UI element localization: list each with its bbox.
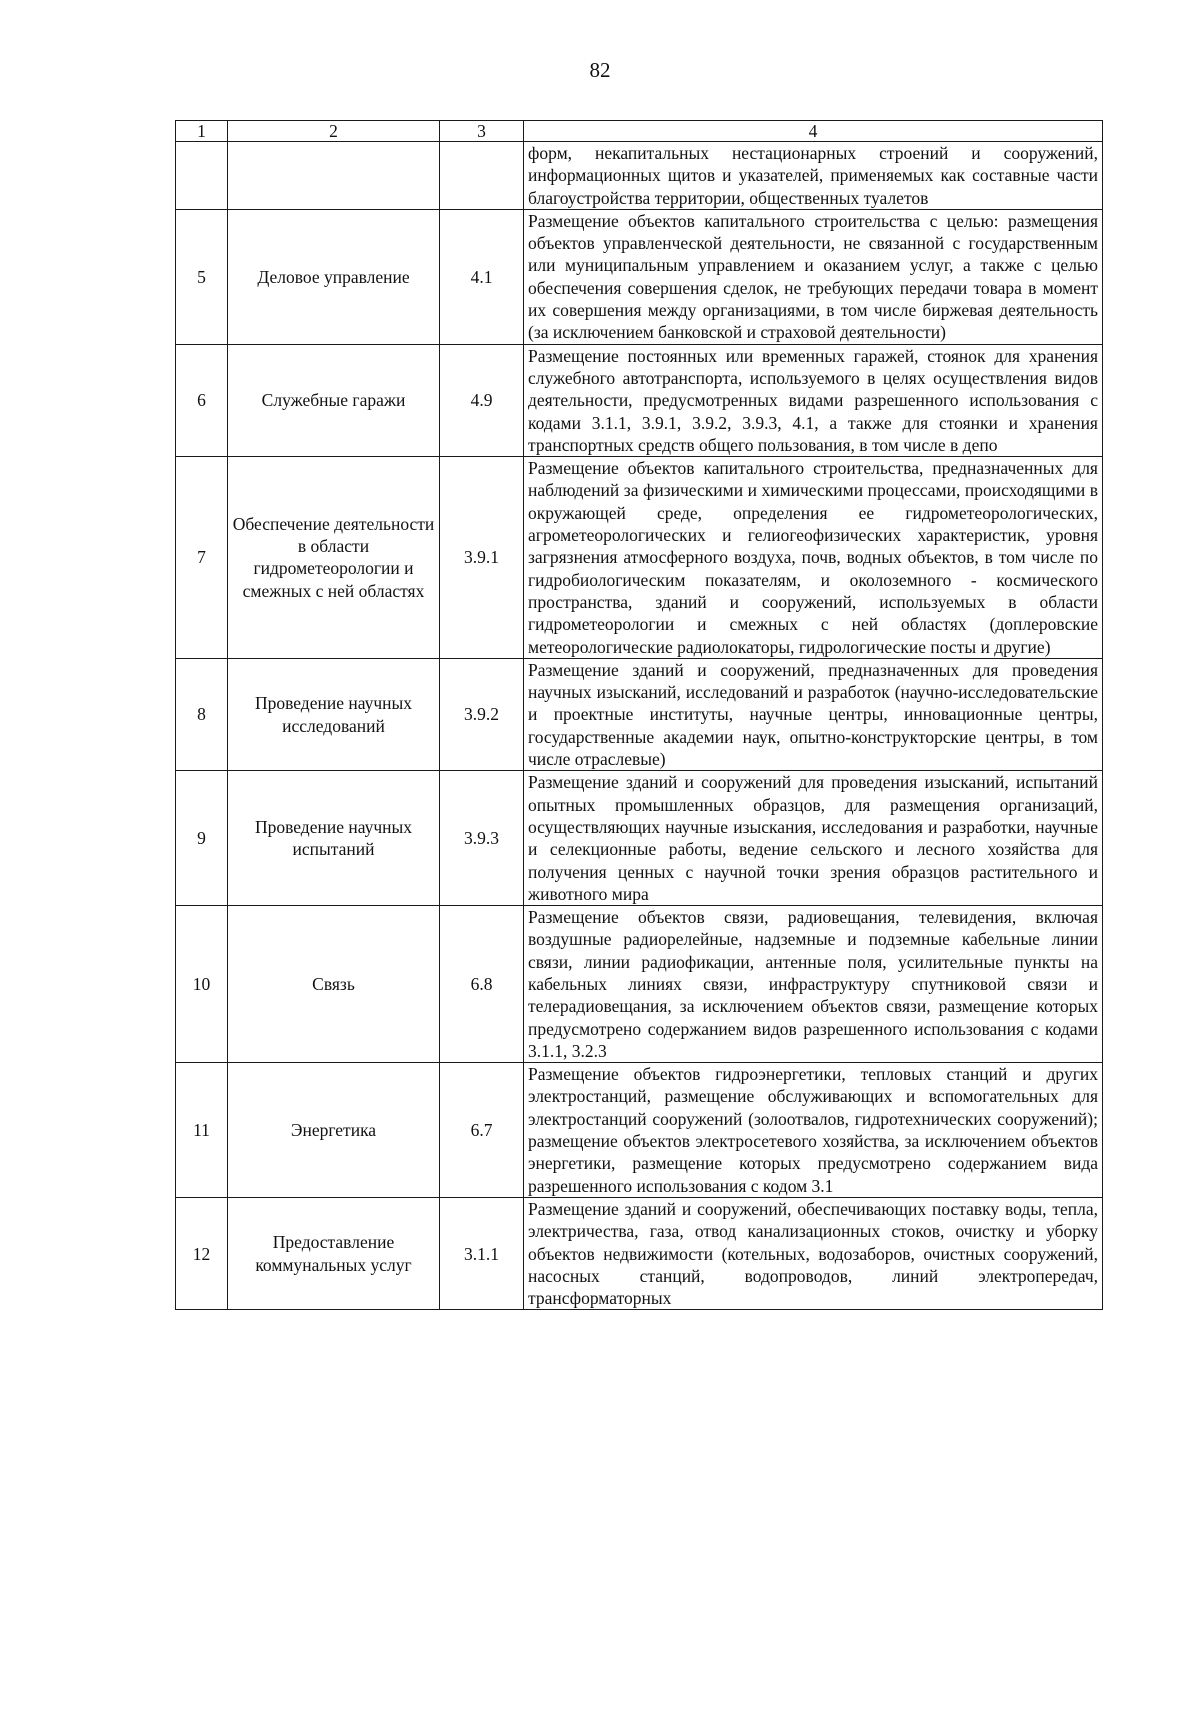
use-type-code: 3.9.1: [440, 457, 524, 659]
use-type-code: 3.9.3: [440, 771, 524, 906]
use-type-name: [228, 142, 440, 210]
use-type-code: 3.1.1: [440, 1197, 524, 1309]
table-row: [176, 1197, 1103, 1309]
use-type-code: 6.8: [440, 906, 524, 1063]
table-row: [176, 344, 1103, 456]
use-type-description: Размещение постоянных или временных гаражей, стоянок для хранения служебного автотранспорта, используемого в целях осуществления видов деятельности, предусмотренных видами разрешенного использования с кодами 3.1.1, 3.9.1, 3.9.2, 3.9.3, 4.1, а также для стоянки и хранения транспортных средств общего пользования, в том числе в депо: [524, 344, 1103, 456]
use-type-name: Проведение научных исследований: [228, 658, 440, 770]
table-row: [176, 658, 1103, 770]
table-row: [176, 209, 1103, 344]
use-type-description: Размещение зданий и сооружений, предназначенных для проведения научных изысканий, исследований и разработок (научно-исследовательские и проектные институты, научные центры, инновационные центры, государственные академии наук, опытно-конструкторские центры, в том числе отраслевые): [524, 658, 1103, 770]
header-row: [176, 121, 1103, 142]
table-row: [176, 771, 1103, 906]
use-type-name: Деловое управление: [228, 209, 440, 344]
page-number: 82: [589, 58, 611, 82]
use-type-name: Связь: [228, 906, 440, 1063]
use-type-description: Размещение зданий и сооружений для проведения изысканий, испытаний опытных промышленных образцов, для размещения организаций, осуществляющих научные изыскания, исследования и разработки, научные и селекционные работы, ведение сельского и лесного хозяйства для получения ценных с научной точки зрения образцов растительного и животного мира: [524, 771, 1103, 906]
row-number: 8: [176, 658, 228, 770]
use-type-description: Размещение объектов гидроэнергетики, тепловых станций и других электростанций, размещение обслуживающих и вспомогательных для электростанций сооружений (золоотвалов, гидротехнических сооружений); размещение объектов электросетевого хозяйства, за исключением объектов энергетики, размещение которых предусмотрено содержанием вида разрешенного использования с кодом 3.1: [524, 1063, 1103, 1198]
row-number: 11: [176, 1063, 228, 1198]
use-type-code: 4.1: [440, 209, 524, 344]
header-col-4: 4: [524, 121, 1103, 142]
table-row: [176, 457, 1103, 659]
row-number: 9: [176, 771, 228, 906]
use-type-description: Размещение зданий и сооружений, обеспечивающих поставку воды, тепла, электричества, газа, отвод канализационных стоков, очистку и уборку объектов недвижимости (котельных, водозаборов, очистных сооружений, насосных станций, водопроводов, линий электропередач, трансформаторных: [524, 1197, 1103, 1309]
use-type-name: Проведение научных испытаний: [228, 771, 440, 906]
header-col-2: 2: [228, 121, 440, 142]
use-type-name: Служебные гаражи: [228, 344, 440, 456]
header-col-3: 3: [440, 121, 524, 142]
land-use-table: [175, 120, 1103, 1310]
table-row: [176, 1063, 1103, 1198]
use-type-description: Размещение объектов связи, радиовещания, телевидения, включая воздушные радиорелейные, надземные и подземные кабельные линии связи, линии радиофикации, антенные поля, усилительные пункты на кабельных линиях связи, инфраструктуру спутниковой связи и телерадиовещания, за исключением объектов связи, размещение которых предусмотрено содержанием видов разрешенного использования с кодами 3.1.1, 3.2.3: [524, 906, 1103, 1063]
use-type-description: Размещение объектов капитального строительства с целью: размещения объектов управленческой деятельности, не связанной с государственным или муниципальным управлением и оказанием услуг, а также с целью обеспечения совершения сделок, не требующих передачи товара в момент их совершения между организациями, в том числе биржевая деятельность (за исключением банковской и страховой деятельности): [524, 209, 1103, 344]
use-type-name: Обеспечение деятельности в области гидрометеорологии и смежных с ней областях: [228, 457, 440, 659]
row-number: [176, 142, 228, 210]
use-type-code: [440, 142, 524, 210]
use-type-code: 4.9: [440, 344, 524, 456]
header-col-1: 1: [176, 121, 228, 142]
table-row: [176, 142, 1103, 210]
use-type-code: 6.7: [440, 1063, 524, 1198]
row-number: 5: [176, 209, 228, 344]
row-number: 6: [176, 344, 228, 456]
table-row: [176, 906, 1103, 1063]
use-type-name: Энергетика: [228, 1063, 440, 1198]
row-number: 12: [176, 1197, 228, 1309]
row-number: 7: [176, 457, 228, 659]
row-number: 10: [176, 906, 228, 1063]
use-type-code: 3.9.2: [440, 658, 524, 770]
use-type-description: форм, некапитальных нестационарных строений и сооружений, информационных щитов и указателей, применяемых как составные части благоустройства территории, общественных туалетов: [524, 142, 1103, 210]
use-type-description: Размещение объектов капитального строительства, предназначенных для наблюдений за физическими и химическими процессами, происходящими в окружающей среде, определения ее гидрометеорологических, агрометеорологических и гелиогеофизических характеристик, уровня загрязнения атмосферного воздуха, почв, водных объектов, в том числе по гидробиологическим показателям, и околоземного - космического пространства, зданий и сооружений, используемых в области гидрометеорологии и смежных с ней областях (доплеровские метеорологические радиолокаторы, гидрологические посты и другие): [524, 457, 1103, 659]
use-type-name: Предоставление коммунальных услуг: [228, 1197, 440, 1309]
